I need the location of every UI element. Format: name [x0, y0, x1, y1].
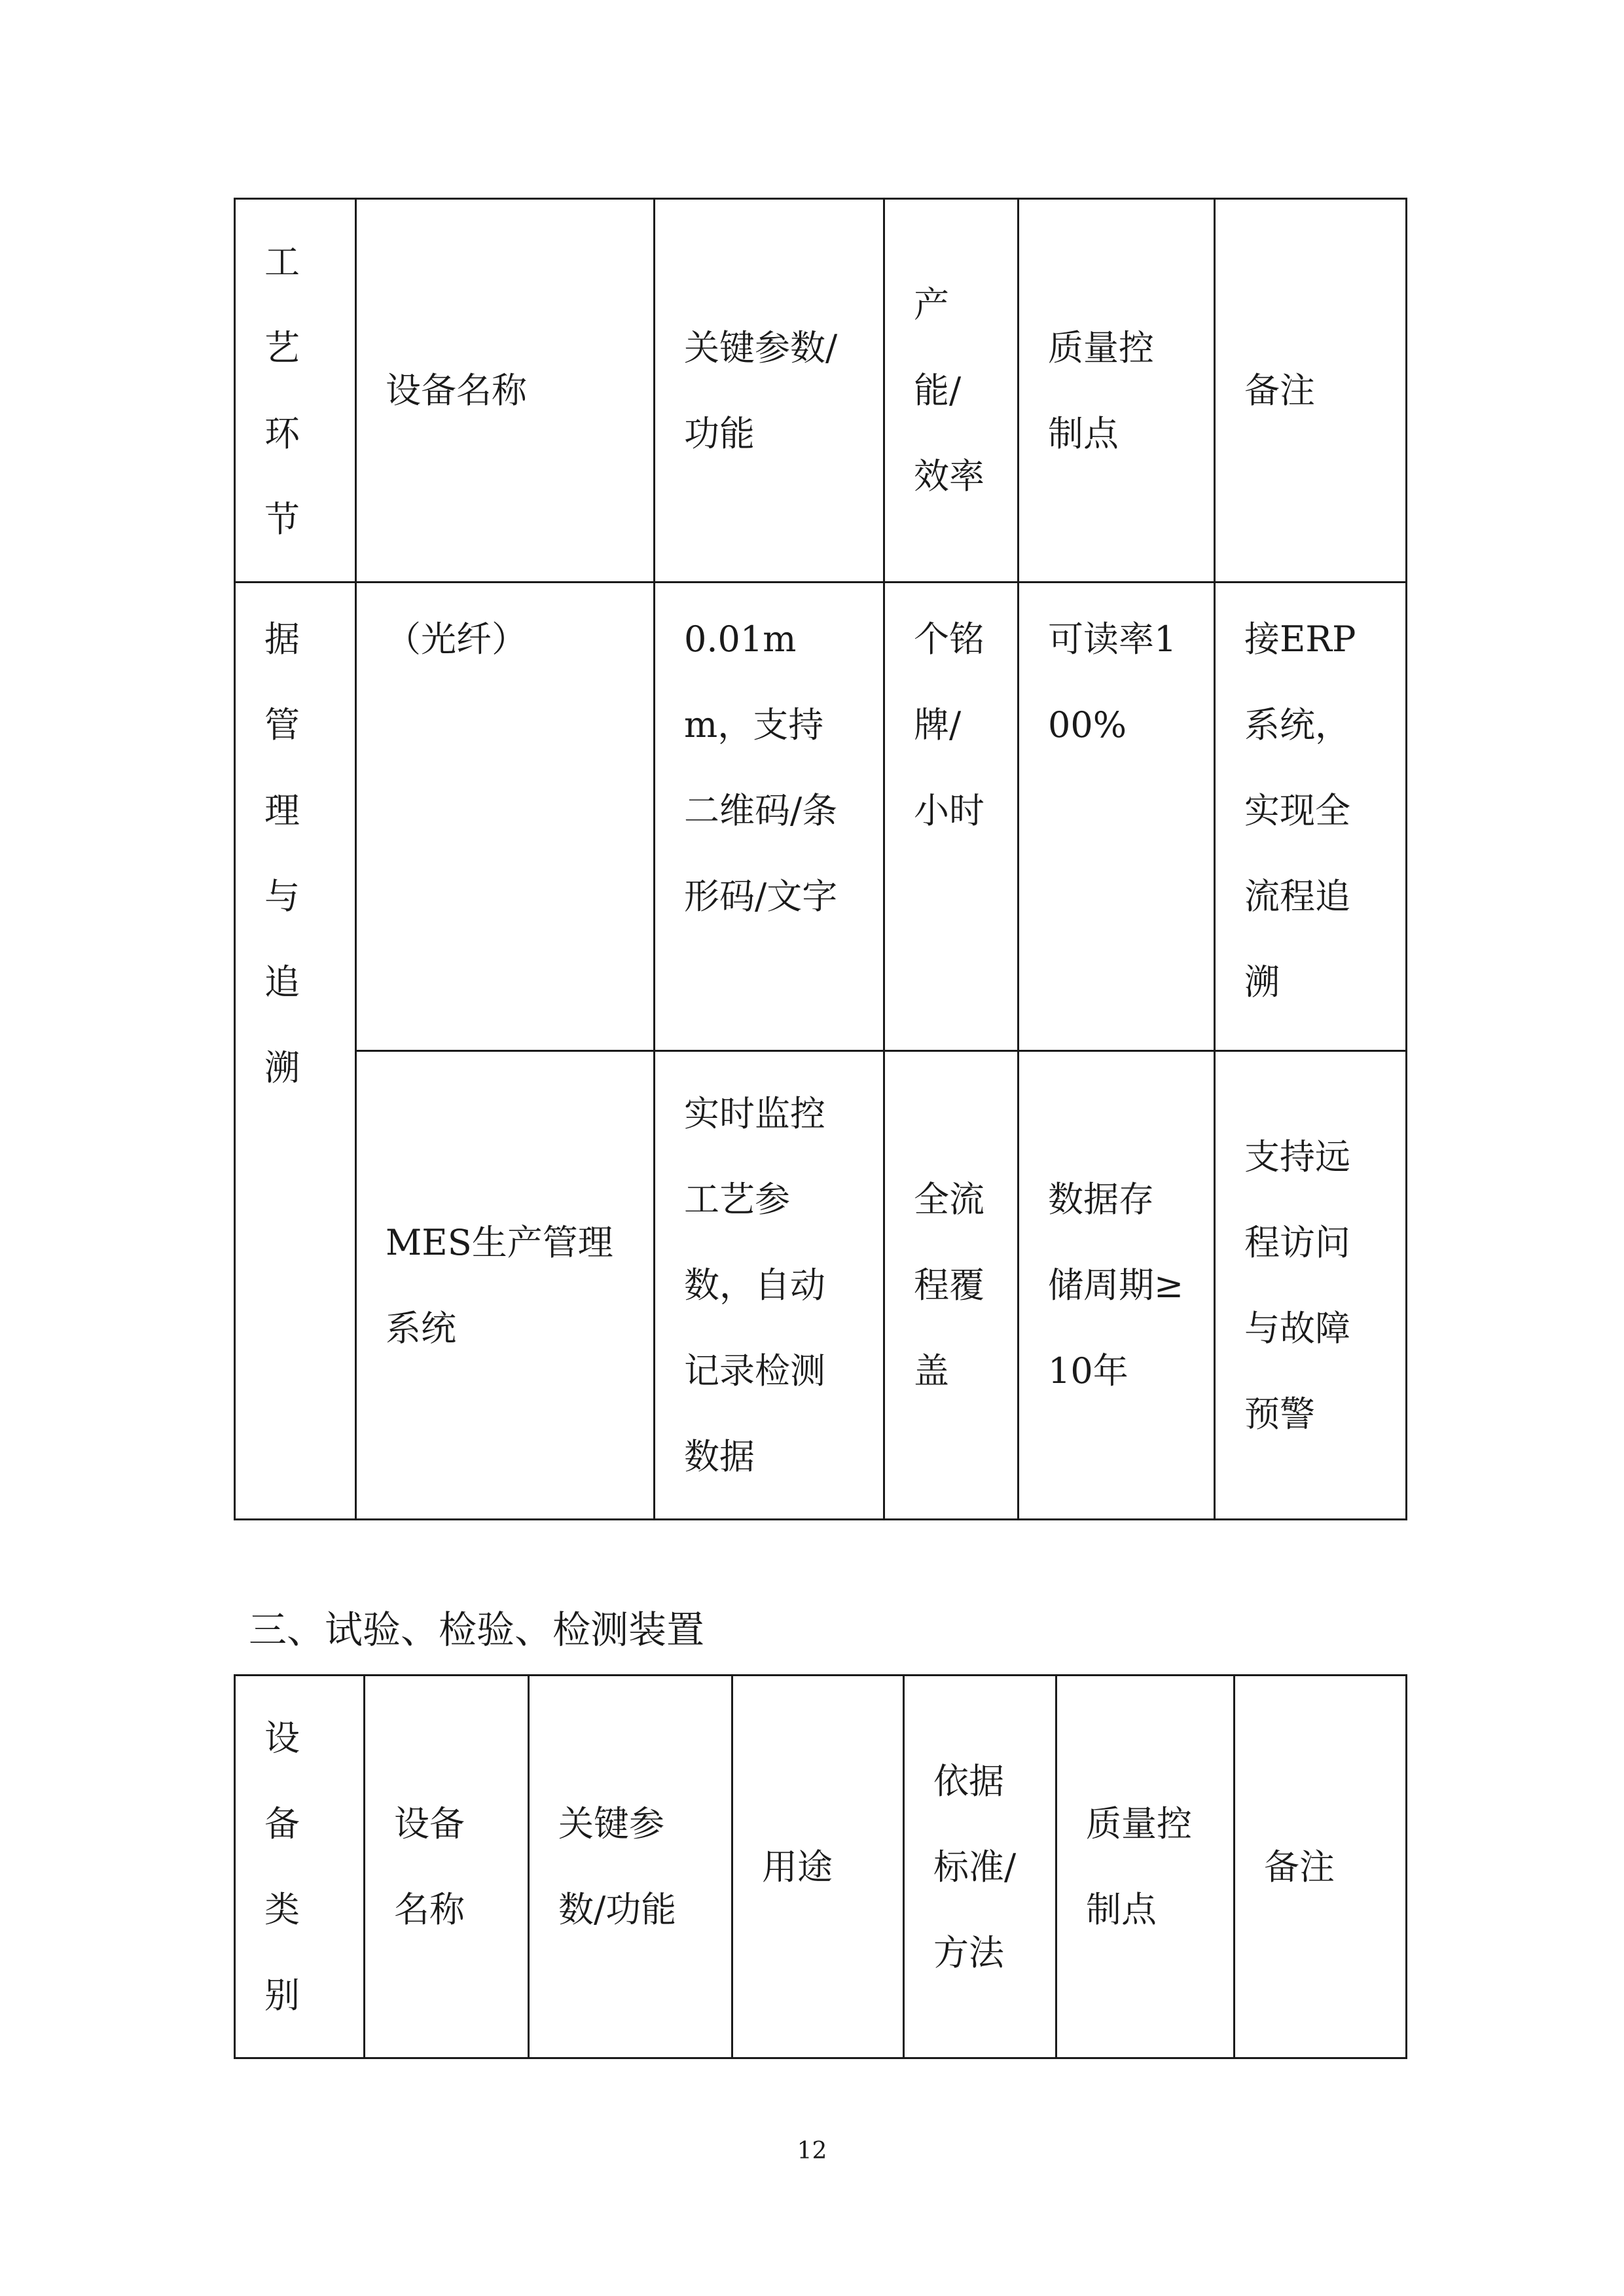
table-cell: MES生产管理系统	[356, 1051, 655, 1520]
page-number: 12	[797, 2138, 827, 2164]
table-cell: 实时监控工艺参数，自动记录检测数据	[655, 1051, 884, 1520]
header-cell: 依据标准/方法	[904, 1676, 1056, 2058]
test-inspection-table	[234, 1674, 1407, 2059]
table-header-row	[235, 1676, 1407, 2058]
table-cell: 全流程覆盖	[884, 1051, 1019, 1520]
header-cell: 设备名称	[365, 1676, 529, 2058]
header-cell: 关键参数/功能	[529, 1676, 732, 2058]
table-cell: 0.01mm，支持二维码/条形码/文字	[655, 583, 884, 1051]
table-row	[235, 1051, 1407, 1520]
table-header-row	[235, 199, 1407, 583]
header-cell: 工艺环节	[235, 199, 356, 583]
table-cell: 个铭牌/小时	[884, 583, 1019, 1051]
header-cell: 备注	[1215, 199, 1407, 583]
equipment-table-continued	[234, 198, 1407, 1520]
table-cell: 数据存储周期≥10年	[1019, 1051, 1215, 1520]
process-stage-cell: 据管理与追溯	[235, 583, 356, 1520]
table-cell: （光纤）	[356, 583, 655, 1051]
header-cell: 关键参数/功能	[655, 199, 884, 583]
header-cell: 质量控制点	[1056, 1676, 1235, 2058]
table-cell: 接ERP系统，实现全流程追溯	[1215, 583, 1407, 1051]
header-cell: 质量控制点	[1019, 199, 1215, 583]
header-cell: 产能/效率	[884, 199, 1019, 583]
header-cell: 备注	[1235, 1676, 1407, 2058]
table-cell: 支持远程访问与故障预警	[1215, 1051, 1407, 1520]
header-cell: 设备名称	[356, 199, 655, 583]
table-cell: 可读率100%	[1019, 583, 1215, 1051]
header-cell: 用途	[732, 1676, 904, 2058]
table-row	[235, 583, 1407, 1051]
section-heading: 三、试验、检验、检测装置	[249, 1607, 705, 1652]
header-cell: 设备类别	[235, 1676, 365, 2058]
